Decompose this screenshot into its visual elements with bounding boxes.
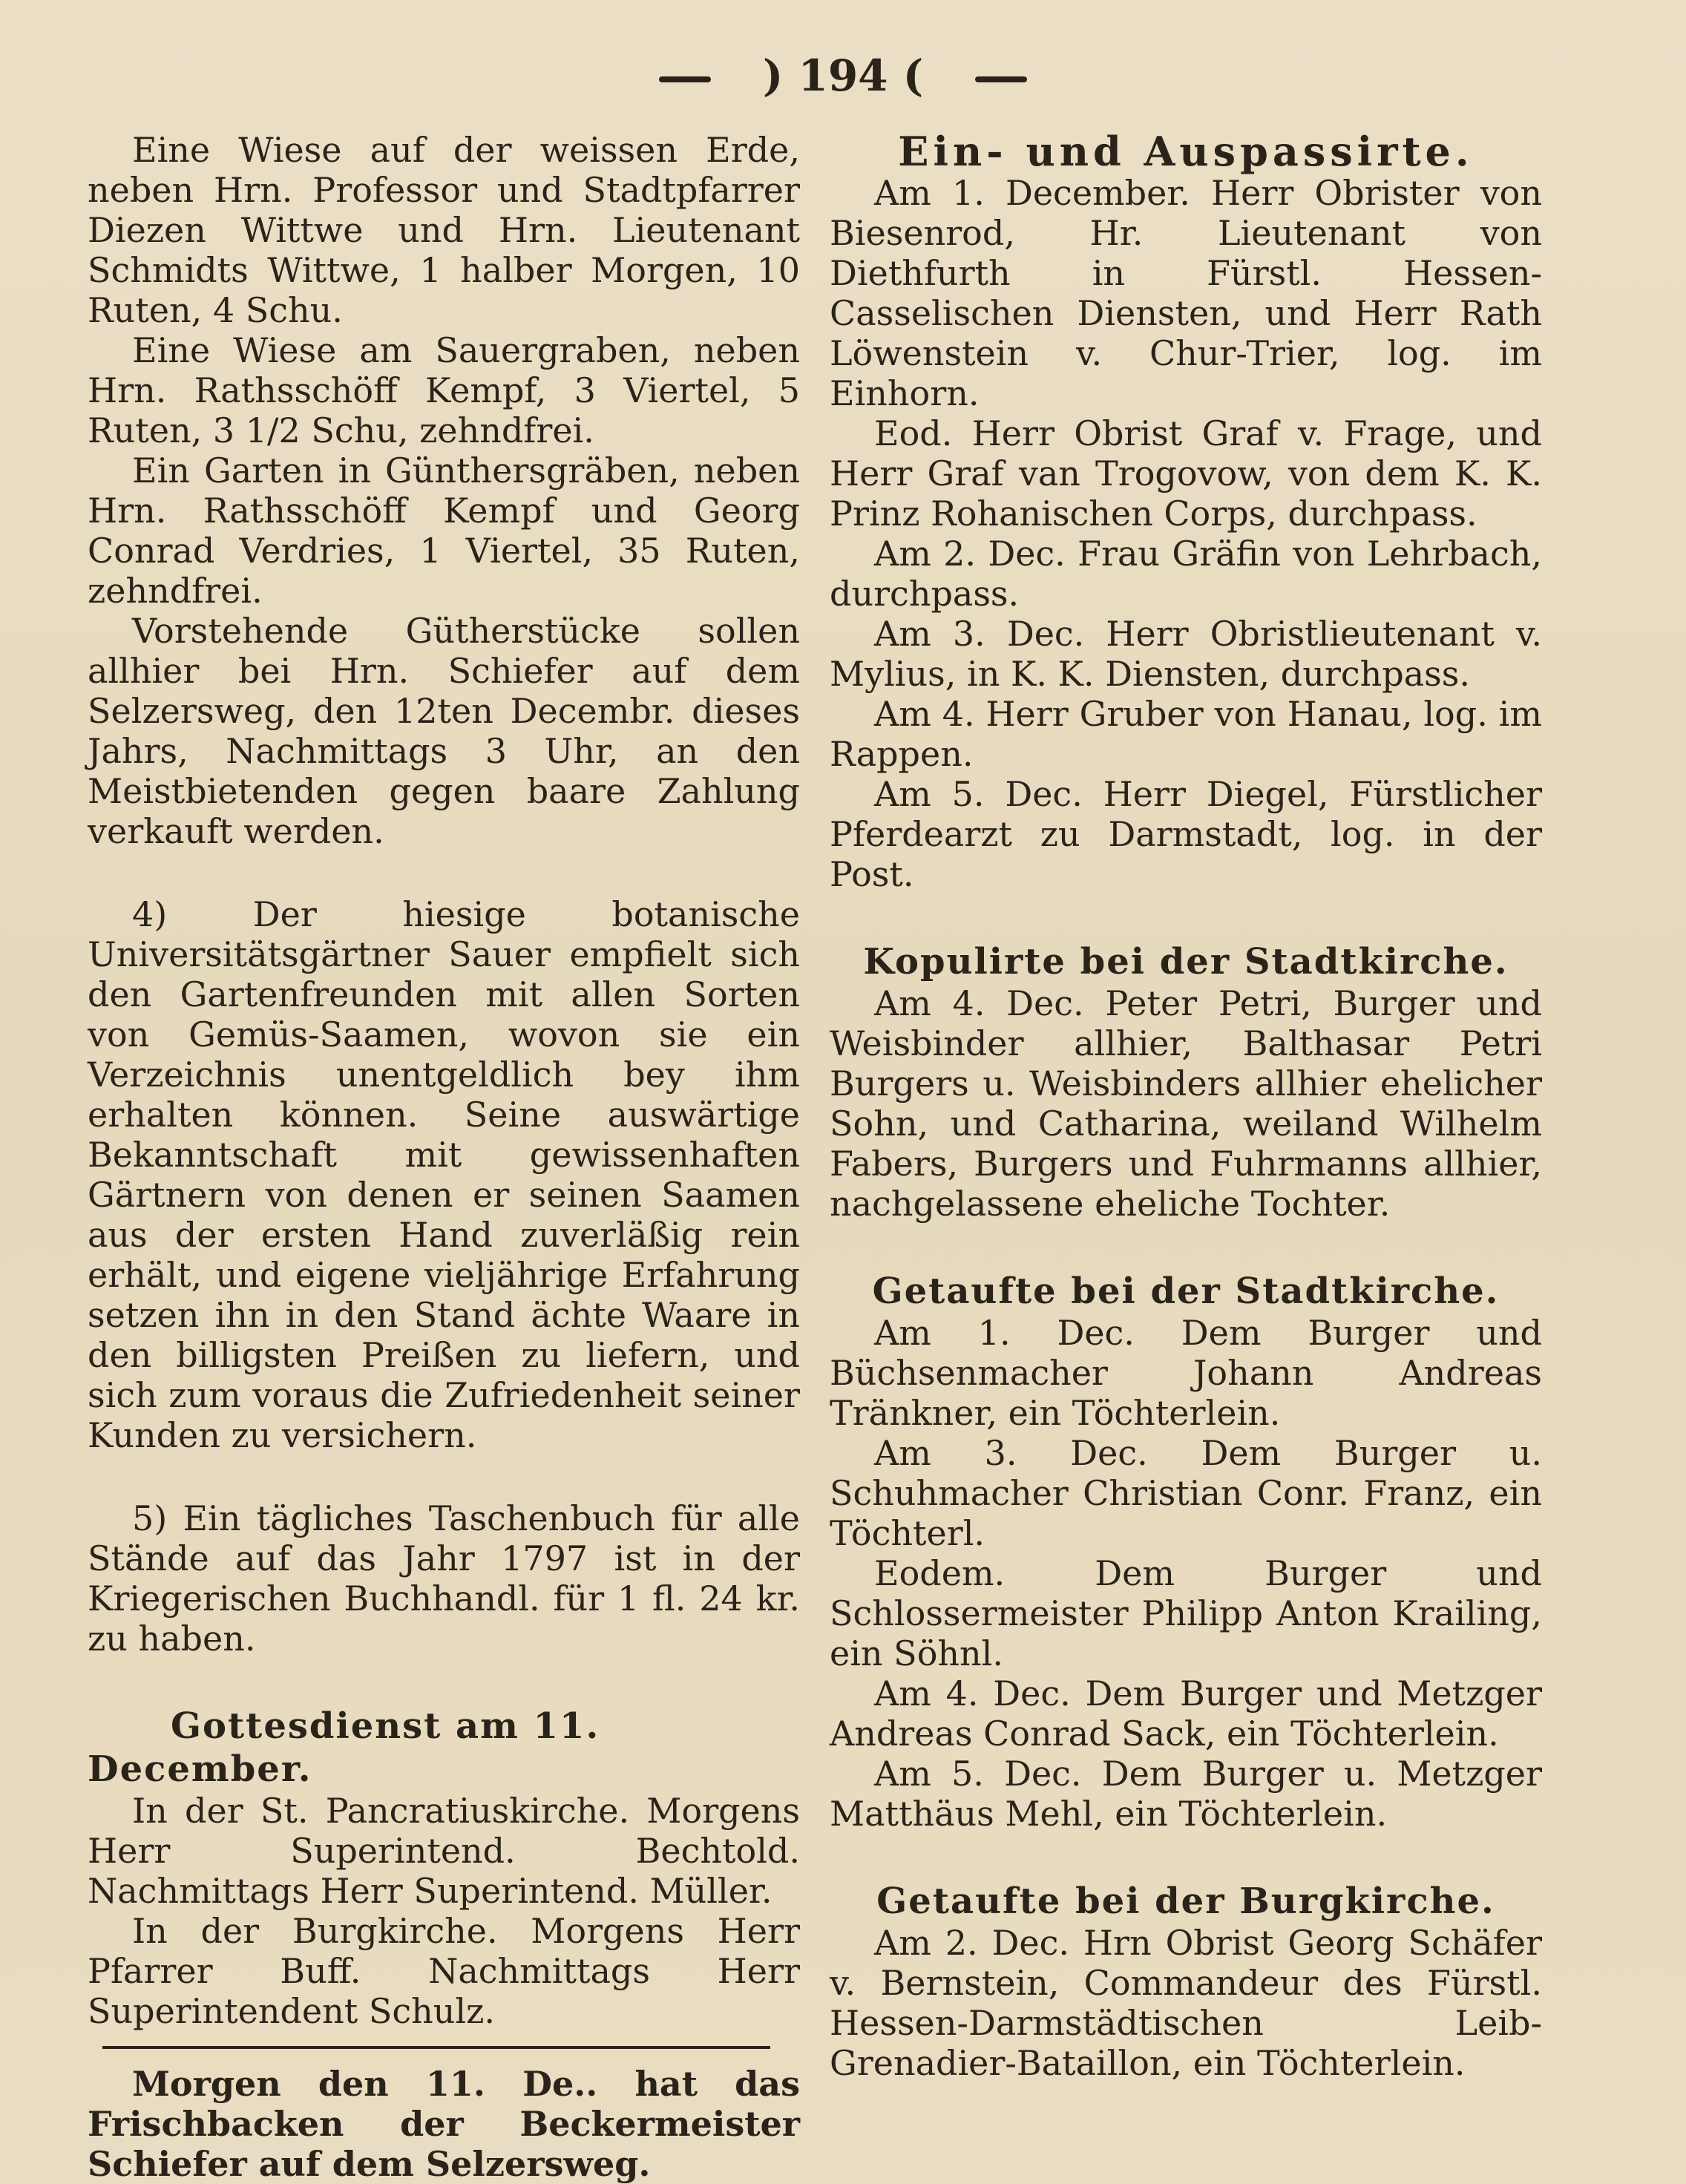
marriage-entry: Am 4. Dec. Peter Petri, Burger und Weisbinder allhier, Balthasar Petri Burgers u. Weisbinders allhier ehelicher Sohn, und Catharina, weiland Wilhelm Fabers, Burgers und Fuhrmanns allhier, nachgelassene eheliche Tochter. xyxy=(830,983,1542,1224)
page-header xyxy=(0,46,1686,105)
baptism-entry: Eodem. Dem Burger und Schlossermeister Philipp Anton Krailing, ein Söhnl. xyxy=(830,1553,1542,1673)
right-column xyxy=(830,130,1542,2083)
baptism-entry: Am 5. Dec. Dem Burger u. Metzger Matthäus Mehl, ein Töchterlein. xyxy=(830,1754,1542,1834)
notice-pocketbook: 5) Ein tägliches Taschenbuch für alle Stände auf das Jahr 1797 ist in der Kriegerischen Buchhandl. für 1 fl. 24 kr. zu haben. xyxy=(88,1498,800,1659)
gottesdienst-heading: Gottesdienst am 11. December. xyxy=(88,1705,600,1790)
baptisms-burgkirche-heading: Getaufte bei der Burgkirche. xyxy=(876,1880,1495,1922)
service-pancratius: In der St. Pancratiuskirche. Morgens Herr Superintend. Bechtold. Nachmittags Herr Superintend. Müller. xyxy=(88,1791,800,1911)
baptism-entry: Am 4. Dec. Dem Burger und Metzger Andreas Conrad Sack, ein Töchterlein. xyxy=(830,1673,1542,1754)
sale-item-garden: Ein Garten in Günthersgräben, neben Hrn. Rathsschöff Kempf und Georg Conrad Verdries, 1 Viertel, 35 Ruten, zehndfrei. xyxy=(88,450,800,611)
baptism-entry: Am 2. Dec. Hrn Obrist Georg Schäfer v. Bernstein, Commandeur des Fürstl. Hessen-Darmstädtischen Leib-Grenadier-Bataillon, ein Töchterlein. xyxy=(830,1923,1542,2083)
baking-notice: Morgen den 11. De.. hat das Frischbacken der Beckermeister Schiefer auf dem Selzersweg. xyxy=(88,2064,800,2184)
baptism-entry: Am 1. Dec. Dem Burger und Büchsenmacher Johann Andreas Tränkner, ein Töchterlein. xyxy=(830,1313,1542,1433)
traveller-entry: Am 3. Dec. Herr Obristlieutenant v. Mylius, in K. K. Diensten, durchpass. xyxy=(830,614,1542,694)
notice-gardener: 4) Der hiesige botanische Universitätsgärtner Sauer empfielt sich den Gartenfreunden mit allen Sorten von Gemüs-Saamen, wovon sie ein Verzeichnis unentgeldlich bey ihm erhalten können. Seine auswärtige Bekanntschaft mit gewissenhaften Gärtnern von denen er seinen Saamen aus der ersten Hand zuverläßig rein erhält, und eigene vieljährige Erfahrung setzen ihn in den Stand ächte Waare in den billigsten Preißen zu liefern, und sich zum voraus die Zufriedenheit seiner Kunden zu versichern. xyxy=(88,894,800,1455)
baptism-entry: Am 3. Dec. Dem Burger u. Schuhmacher Christian Conr. Franz, ein Töchterl. xyxy=(830,1433,1542,1553)
header-dash-right xyxy=(975,76,1027,82)
left-column xyxy=(88,130,800,2184)
traveller-entry: Am 1. December. Herr Obrister von Biesenrod, Hr. Lieutenant von Diethfurth in Fürstl. Hessen-Casselischen Diensten, und Herr Rath Löwenstein v. Chur-Trier, log. im Einhorn. xyxy=(830,173,1542,413)
traveller-entry: Am 2. Dec. Frau Gräfin von Lehrbach, durchpass. xyxy=(830,534,1542,614)
page-number: ) 194 ( xyxy=(762,50,924,101)
sale-item-meadow-sauergraben: Eine Wiese am Sauergraben, neben Hrn. Rathsschöff Kempf, 3 Viertel, 5 Ruten, 3 1/2 Schu, zehndfrei. xyxy=(88,330,800,450)
traveller-entry: Eod. Herr Obrist Graf v. Frage, und Herr Graf van Trogovow, von dem K. K. Prinz Rohanischen Corps, durchpass. xyxy=(830,413,1542,534)
service-burgkirche: In der Burgkirche. Morgens Herr Pfarrer Buff. Nachmittags Herr Superintendent Schulz. xyxy=(88,1911,800,2031)
sale-item-meadow-weisse-erde: Eine Wiese auf der weissen Erde, neben Hrn. Professor und Stadtpfarrer Diezen Wittwe und Hrn. Lieutenant Schmidts Wittwe, 1 halber Morgen, 10 Ruten, 4 Schu. xyxy=(88,130,800,330)
travellers-heading: Ein- und Auspassirte. xyxy=(898,128,1474,175)
divider-rule xyxy=(102,2046,770,2049)
traveller-entry: Am 5. Dec. Herr Diegel, Fürstlicher Pferdearzt zu Darmstadt, log. in der Post. xyxy=(830,774,1542,894)
traveller-entry: Am 4. Herr Gruber von Hanau, log. im Rappen. xyxy=(830,694,1542,774)
sale-conditions: Vorstehende Gütherstücke sollen allhier bei Hrn. Schiefer auf dem Selzersweg, den 12ten Decembr. dieses Jahrs, Nachmittags 3 Uhr, an den Meistbietenden gegen baare Zahlung verkauft werden. xyxy=(88,611,800,851)
marriages-heading: Kopulirte bei der Stadtkirche. xyxy=(863,941,1509,983)
baptisms-stadtkirche-heading: Getaufte bei der Stadtkirche. xyxy=(872,1270,1500,1312)
header-dash-left xyxy=(659,76,711,82)
